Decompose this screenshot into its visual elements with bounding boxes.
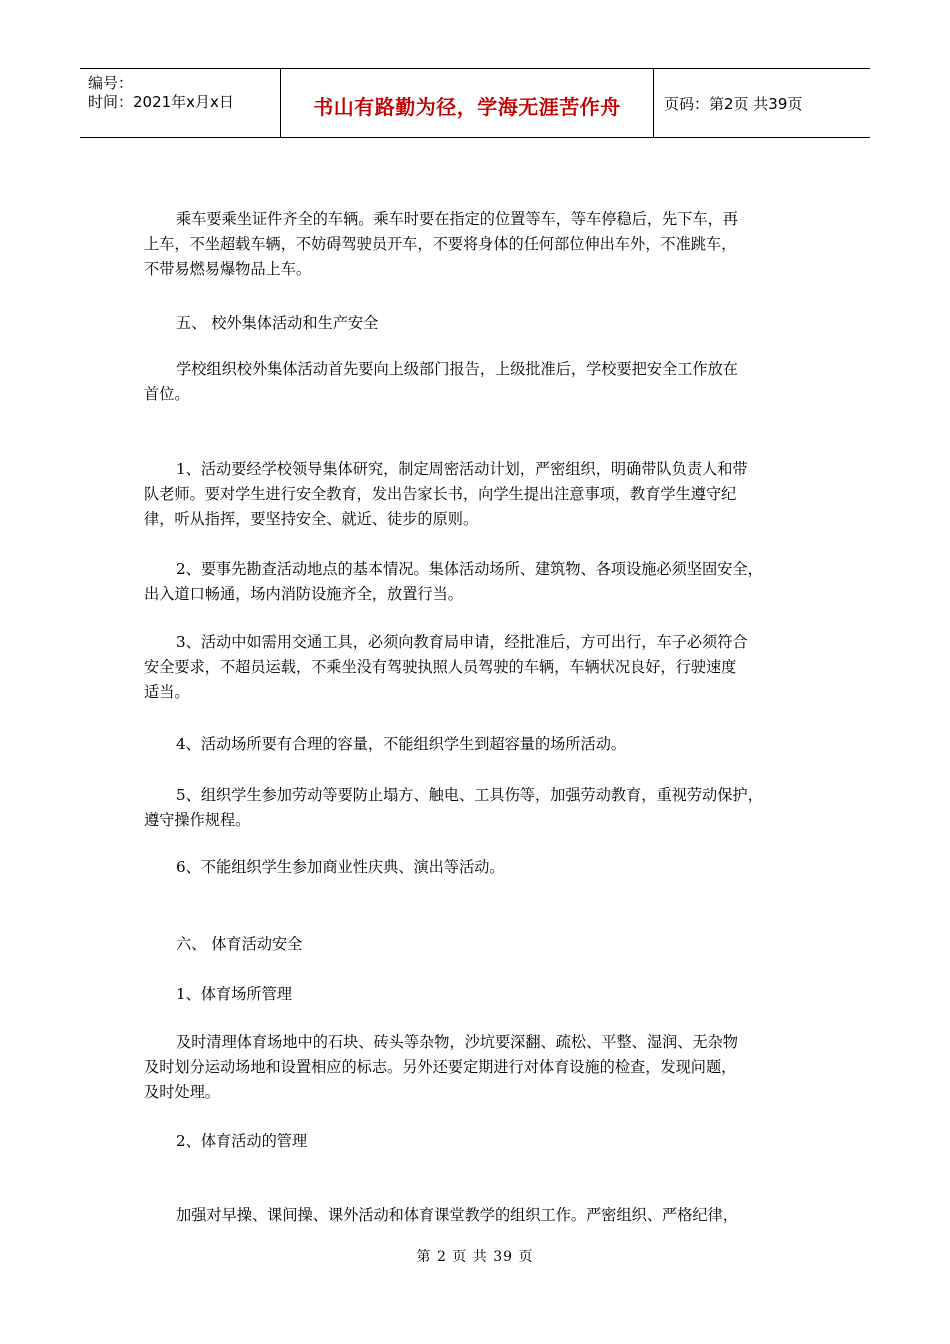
header-motto-cell — [281, 69, 654, 137]
paragraph-line: 安全要求，不超员运载，不乘坐没有驾驶执照人员驾驶的车辆，车辆状况良好，行驶速度 — [144, 658, 737, 676]
paragraph-line: 1、活动要经学校领导集体研究，制定周密活动计划，严密组织，明确带队负责人和带 — [176, 460, 748, 478]
paragraph-line: 上车，不坐超载车辆，不妨碍驾驶员开车，不要将身体的任何部位伸出车外，不准跳车， — [144, 235, 737, 253]
paragraph — [144, 855, 814, 880]
paragraph-line: 队老师。要对学生进行安全教育，发出告家长书，向学生提出注意事项，教育学生遵守纪 — [144, 485, 737, 503]
page-footer: 第 2 页 共 39 页 — [416, 1249, 534, 1265]
paragraph-line: 4、活动场所要有合理的容量，不能组织学生到超容量的场所活动。 — [176, 735, 627, 753]
time-label: 时间：2021年x月x日 — [88, 93, 234, 111]
paragraph-line: 适当。 — [144, 683, 190, 701]
paragraph-line: 2、要事先勘查活动地点的基本情况。集体活动场所、建筑物、各项设施必须坚固安全， — [176, 560, 763, 578]
paragraph-line: 乘车要乘坐证件齐全的车辆。乘车时要在指定的位置等车，等车停稳后，先下车，再 — [176, 210, 738, 228]
paragraph-line: 及时清理体育场地中的石块、砖头等杂物，沙坑要深翻、疏松、平整、湿润、无杂物 — [176, 1033, 738, 1051]
subheading — [144, 1129, 814, 1154]
heading-text: 五、 校外集体活动和生产安全 — [176, 314, 379, 332]
paragraph-line: 及时处理。 — [144, 1083, 220, 1101]
paragraph-line: 5、组织学生参加劳动等要防止塌方、触电、工具伤等，加强劳动教育，重视劳动保护， — [176, 786, 763, 804]
paragraph-line: 首位。 — [144, 385, 190, 403]
header-page-cell — [654, 69, 870, 137]
paragraph — [144, 457, 814, 532]
paragraph — [144, 732, 814, 757]
paragraph — [144, 357, 814, 407]
paragraph — [144, 630, 814, 705]
paragraph — [144, 1030, 814, 1105]
paragraph — [144, 783, 814, 833]
paragraph-line: 及时划分运动场地和设置相应的标志。另外还要定期进行对体育设施的检查，发现问题， — [144, 1058, 737, 1076]
paragraph-line: 出入道口畅通，场内消防设施齐全，放置行当。 — [144, 585, 463, 603]
paragraph-line: 不带易燃易爆物品上车。 — [144, 260, 312, 278]
paragraph-line: 律，听从指挥，要坚持安全、就近、徒步的原则。 — [144, 510, 479, 528]
motto: 书山有路勤为径，学海无涯苦作舟 — [313, 95, 621, 119]
header-page-label: 页码：第2页 共39页 — [664, 95, 803, 113]
header-meta-cell — [80, 69, 281, 137]
document-header — [80, 68, 870, 138]
paragraph-line: 6、不能组织学生参加商业性庆典、演出等活动。 — [176, 858, 505, 876]
paragraph-line: 学校组织校外集体活动首先要向上级部门报告，上级批准后，学校要把安全工作放在 — [176, 360, 738, 378]
subheading-text: 2、体育活动的管理 — [176, 1132, 308, 1150]
section-heading — [144, 311, 814, 336]
paragraph — [144, 1203, 814, 1228]
code-label: 编号： — [88, 74, 134, 92]
paragraph-line: 加强对早操、课间操、课外活动和体育课堂教学的组织工作。严密组织、严格纪律， — [176, 1206, 738, 1224]
paragraph — [144, 557, 814, 607]
paragraph-line: 遵守操作规程。 — [144, 811, 251, 829]
paragraph-line: 3、活动中如需用交通工具，必须向教育局申请，经批准后，方可出行，车子必须符合 — [176, 633, 748, 651]
paragraph — [144, 207, 814, 282]
subheading-text: 1、体育场所管理 — [176, 985, 292, 1003]
subheading — [144, 982, 814, 1007]
section-heading — [144, 932, 814, 957]
heading-text: 六、 体育活动安全 — [176, 935, 303, 953]
